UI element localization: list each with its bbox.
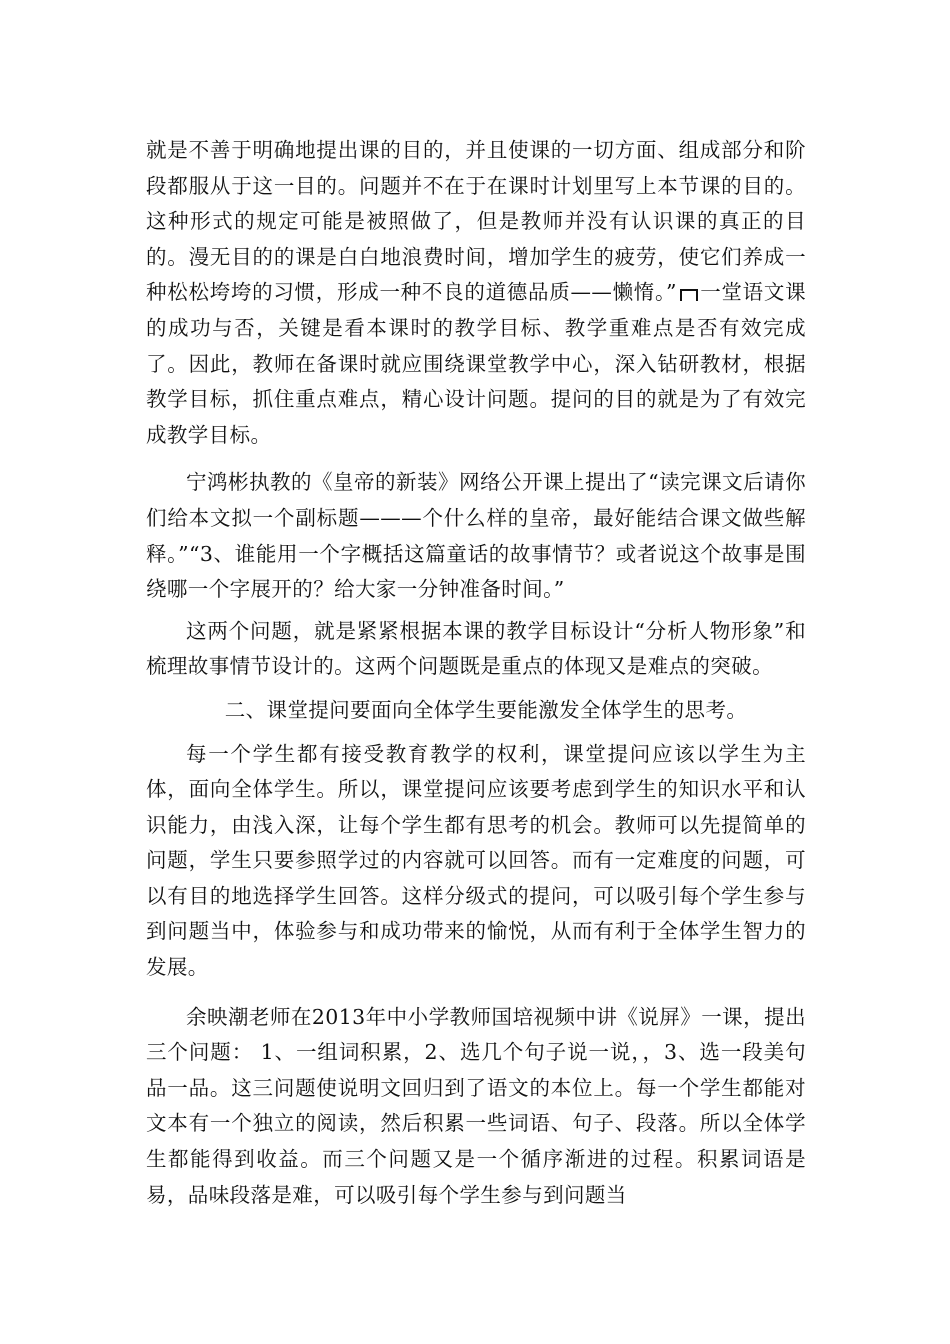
paragraph-2: 宁鸿彬执教的《皇帝的新装》网络公开课上提出了“读完课文后请你们给本文拟一个副标题———个什么样的皇帝，最好能结合课文做些解释。”“3、谁能用一个字概括这篇童话的故事情节？或者说这个故事是围绕哪一个字展开的？给大家一分钟准备时间。” <box>146 470 806 602</box>
paragraph-1-part-1: 就是不善于明确地提出课的目的，并且使课的一切方面、组成部分和阶段都服从于这一目的。问题并不在于在课时计划里写上本节课的目的。这种形式的规定可能是被照做了，但是教师并没有认识课的真正的目的。漫无目的的课是白白地浪费时间，增加学生的疲劳，使它们养成一种松松垮垮的习惯，形成一种不良的道德品质——懒惰。” <box>146 138 806 305</box>
paragraph-1-part-2: 一堂语文课的成功与否，关键是看本课时的教学目标、教学重难点是否有效完成了。因此，教师在备课时就应围绕课堂教学中心，深入钻研教材，根据教学目标，抓住重点难点，精心设计问题。提问的目的就是为了有效完成教学目标。 <box>146 280 806 447</box>
paragraph-1 <box>146 133 806 453</box>
section-heading: 二、课堂提问要面向全体学生要能激发全体学生的思考。 <box>224 697 748 722</box>
document-page <box>146 133 806 1213</box>
paragraph-5: 每一个学生都有接受教育教学的权利，课堂提问应该以学生为主体，面向全体学生。所以，课堂提问应该要考虑到学生的知识水平和认识能力，由浅入深，让每个学生都有思考的机会。教师可以先提简单的问题，学生只要参照学过的内容就可以回答。而有一定难度的问题，可以有目的地选择学生回答。这样分级式的提问，可以吸引每个学生参与到问题当中，体验参与和成功带来的愉悦，从而有利于全体学生智力的发展。 <box>146 741 806 980</box>
paragraph-3: 这两个问题，就是紧紧根据本课的教学目标设计“分析人物形象”和梳理故事情节设计的。这两个问题既是重点的体现又是难点的突破。 <box>146 618 806 679</box>
editing-mark-icon <box>680 289 698 301</box>
paragraph-6: 余映潮老师在2013年中小学教师国培视频中讲《说屏》一课，提出三个问题： 1、一组词积累，2、选几个句子说一说，，3、选一段美句品一品。这三问题使说明文回归到了语文的本位上。每一个学生都能对文本有一个独立的阅读，然后积累一些词语、句子、段落。所以全体学生都能得到收益。而三个问题又是一个循序渐进的过程。积累词语是易，品味段落是难，可以吸引每个学生参与到问题当 <box>146 1004 806 1207</box>
